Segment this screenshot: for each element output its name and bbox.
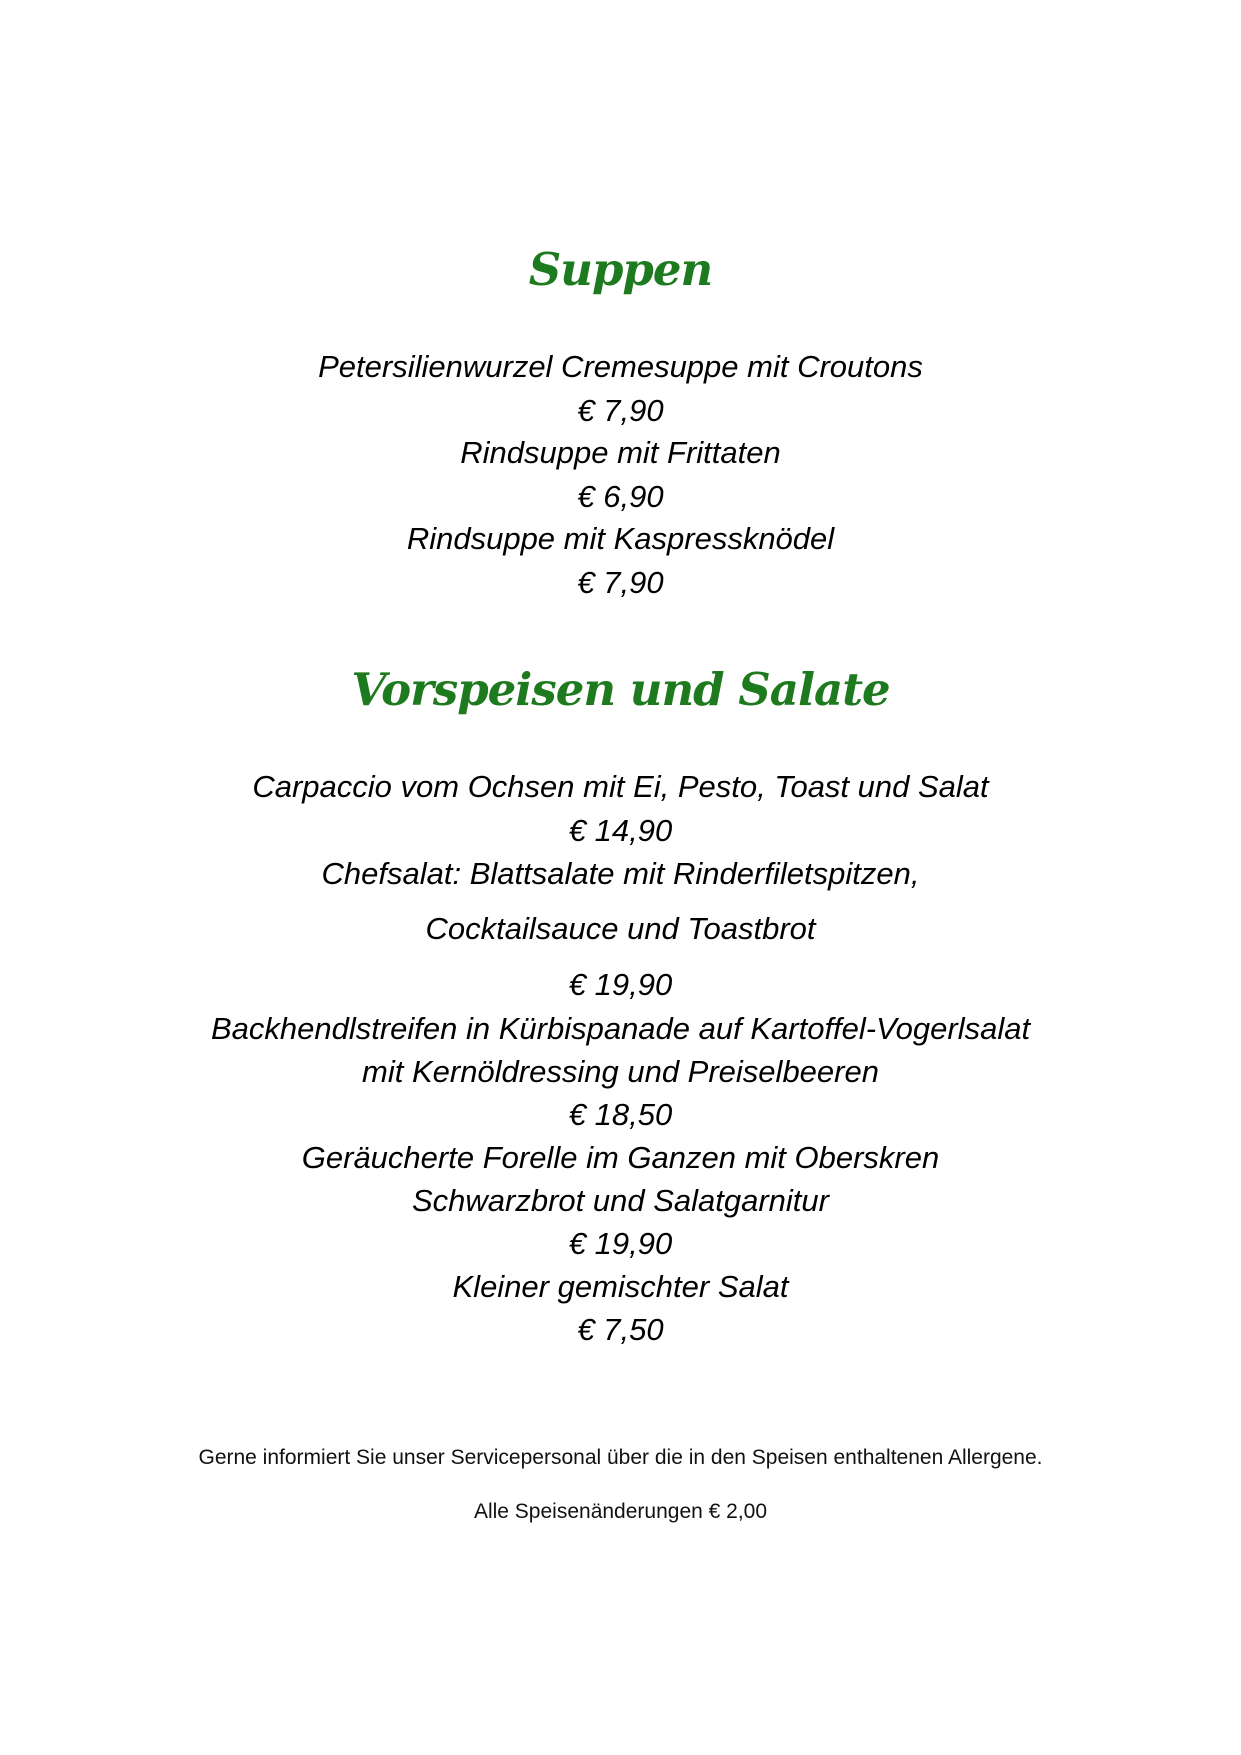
dish-price: € 6,90 — [577, 479, 664, 514]
dish-name: Kleiner gemischter Salat — [452, 1269, 789, 1304]
dish-name: Chefsalat: Blattsalate mit Rinderfiletspitzen, — [321, 856, 920, 891]
dish-price: € 7,90 — [577, 393, 664, 428]
dish-name: Rindsuppe mit Kaspressknödel — [406, 521, 835, 556]
change-fee-note: Alle Speisenänderungen € 2,00 — [473, 1500, 768, 1523]
dish-name-line-2: mit Kernöldressing und Preiselbeeren — [362, 1054, 879, 1089]
dish-price: € 14,90 — [568, 813, 673, 848]
dish-price: € 19,90 — [568, 967, 673, 1002]
dish-price: € 7,90 — [577, 565, 664, 600]
dish-price: € 7,50 — [577, 1312, 664, 1347]
dish-name-line-2: Schwarzbrot und Salatgarnitur — [411, 1183, 829, 1218]
section-title-suppen: Suppen — [528, 243, 713, 296]
dish-name: Rindsuppe mit Frittaten — [460, 435, 781, 470]
dish-name: Petersilienwurzel Cremesuppe mit Croutons — [318, 349, 923, 384]
dish-name-line-2: Cocktailsauce und Toastbrot — [425, 911, 816, 946]
allergen-note: Gerne informiert Sie unser Servicepersonal über die in den Speisen enthaltenen Allergene. — [198, 1446, 1043, 1469]
dish-price: € 18,50 — [568, 1097, 673, 1132]
dish-name: Geräucherte Forelle im Ganzen mit Oberskren — [301, 1140, 940, 1175]
dish-name: Carpaccio vom Ochsen mit Ei, Pesto, Toast und Salat — [252, 769, 989, 804]
dish-price: € 19,90 — [568, 1226, 673, 1261]
dish-name: Backhendlstreifen in Kürbispanade auf Kartoffel-Vogerlsalat — [210, 1011, 1031, 1046]
section-title-vorspeisen: Vorspeisen und Salate — [351, 663, 890, 716]
